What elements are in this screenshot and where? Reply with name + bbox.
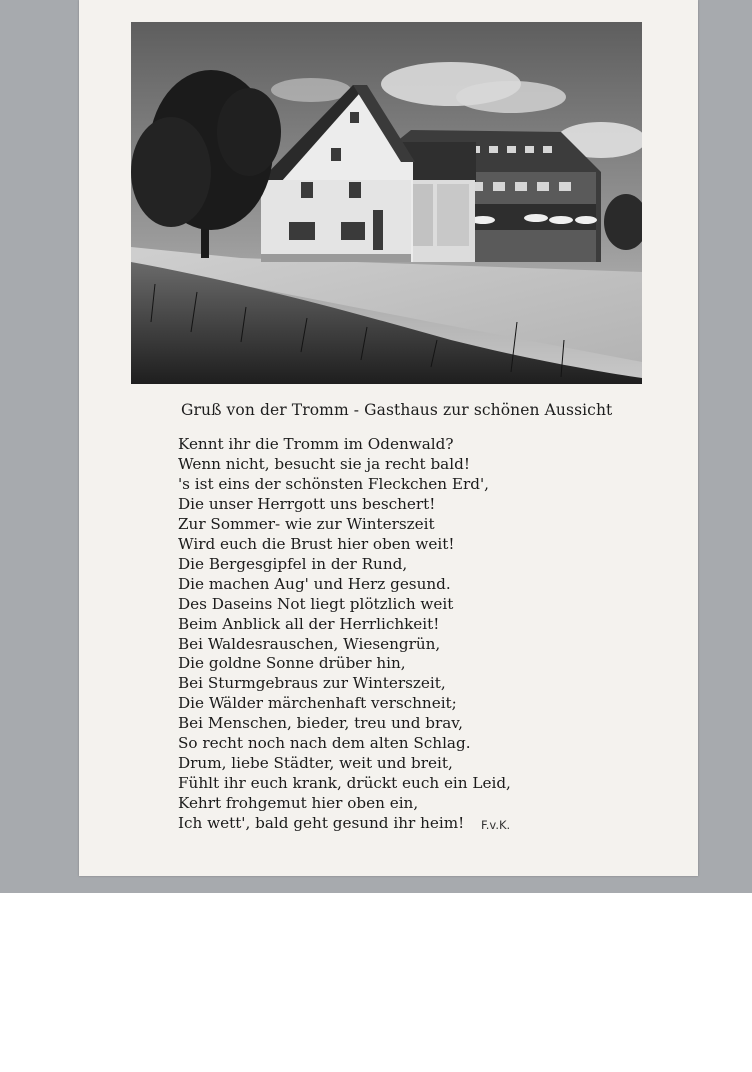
poem-line: Wird euch die Brust hier oben weit! bbox=[178, 534, 455, 553]
postcard-title: Gruß von der Tromm - Gasthaus zur schönen Aussicht bbox=[181, 401, 613, 419]
poem-line: Die unser Herrgott uns beschert! bbox=[178, 494, 436, 513]
poem-line: Drum, liebe Städter, weit und breit, bbox=[178, 754, 453, 773]
poem-line: Die Wälder märchenhaft verschneit; bbox=[178, 694, 457, 713]
poem-line: Bei Sturmgebraus zur Winterszeit, bbox=[178, 674, 446, 693]
poem-line: Fühlt ihr euch krank, drückt euch ein Leid, bbox=[178, 774, 511, 793]
poem-line: Wenn nicht, besucht sie ja recht bald! bbox=[178, 454, 470, 473]
poem-line: 's ist eins der schönsten Fleckchen Erd', bbox=[178, 474, 489, 493]
poem-line: Die goldne Sonne drüber hin, bbox=[178, 654, 406, 673]
poem-line: Ich wett', bald geht gesund ihr heim! bbox=[178, 814, 465, 833]
poem-line: Beim Anblick all der Herrlichkeit! bbox=[178, 614, 440, 633]
poem-line: Bei Waldesrauschen, Wiesengrün, bbox=[178, 634, 441, 653]
poem bbox=[178, 435, 538, 834]
poem-line: Kennt ihr die Tromm im Odenwald? bbox=[178, 435, 454, 453]
poem-line: Kehrt frohgemut hier oben ein, bbox=[178, 794, 419, 813]
postcard-photo bbox=[131, 22, 642, 384]
poem-line: Die Bergesgipfel in der Rund, bbox=[178, 554, 408, 573]
poem-line: Des Daseins Not liegt plötzlich weit bbox=[178, 594, 454, 613]
poem-line: Die machen Aug' und Herz gesund. bbox=[178, 574, 451, 593]
poem-line: So recht noch nach dem alten Schlag. bbox=[178, 734, 471, 753]
poem-line: Bei Menschen, bieder, treu und brav, bbox=[178, 714, 463, 733]
author-initials: F.v.K. bbox=[481, 818, 511, 832]
poem-line: Zur Sommer- wie zur Winterszeit bbox=[178, 514, 435, 533]
